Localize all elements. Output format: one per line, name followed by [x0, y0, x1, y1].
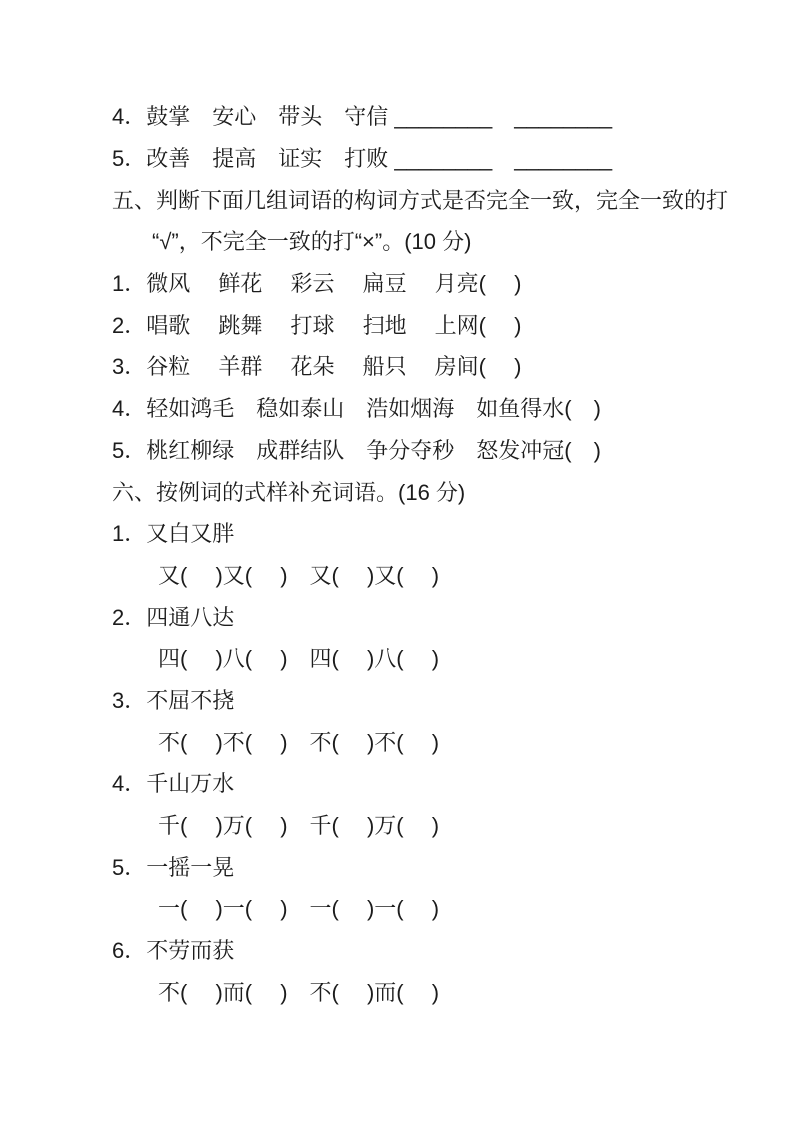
- section6-item-3-example: 3．不屈不挠: [112, 687, 235, 713]
- section6-item-6-example: 6．不劳而获: [112, 938, 235, 964]
- section6-item-5-example: 5．一摇一晃: [112, 854, 235, 880]
- section5-item-2: 2．唱歌 跳舞 打球 扫地 上网( ): [112, 312, 522, 338]
- section5-item-4: 4．轻如鸿毛 稳如泰山 浩如烟海 如鱼得水( ): [112, 396, 601, 422]
- section6-item-2-fill: 四( )八( ) 四( )八( ): [158, 646, 440, 672]
- section5-item-3: 3．谷粒 羊群 花朵 船只 房间( ): [112, 354, 522, 380]
- section6-item-4-fill: 千( )万( ) 千( )万( ): [158, 813, 440, 839]
- word-item-line-5: 5．改善 提高 证实 打败 ________ ________: [112, 146, 613, 172]
- section6-item-1-fill: 又( )又( ) 又( )又( ): [158, 562, 440, 588]
- section5-title-line1: 五、判断下面几组词语的构词方式是否完全一致，完全一致的打: [112, 187, 729, 213]
- section6-item-3-fill: 不( )不( ) 不( )不( ): [158, 729, 440, 755]
- section6-item-2-example: 2．四通八达: [112, 604, 235, 630]
- section6-item-6-fill: 不( )而( ) 不( )而( ): [158, 979, 440, 1005]
- section5-item-5: 5．桃红柳绿 成群结队 争分夺秒 怒发冲冠( ): [112, 437, 601, 463]
- section5-item-1: 1．微风 鲜花 彩云 扁豆 月亮( ): [112, 271, 522, 297]
- section5-title-line2: “√”，不完全一致的打“×”。(10 分): [152, 229, 472, 255]
- word-item-line-4: 4．鼓掌 安心 带头 守信 ________ ________: [112, 104, 613, 130]
- section6-item-1-example: 1．又白又胖: [112, 521, 235, 547]
- section6-item-5-fill: 一( )一( ) 一( )一( ): [158, 896, 440, 922]
- section6-item-4-example: 4．千山万水: [112, 771, 235, 797]
- worksheet-content: [112, 95, 775, 1012]
- section6-title: 六、按例词的式样补充词语。(16 分): [112, 479, 466, 505]
